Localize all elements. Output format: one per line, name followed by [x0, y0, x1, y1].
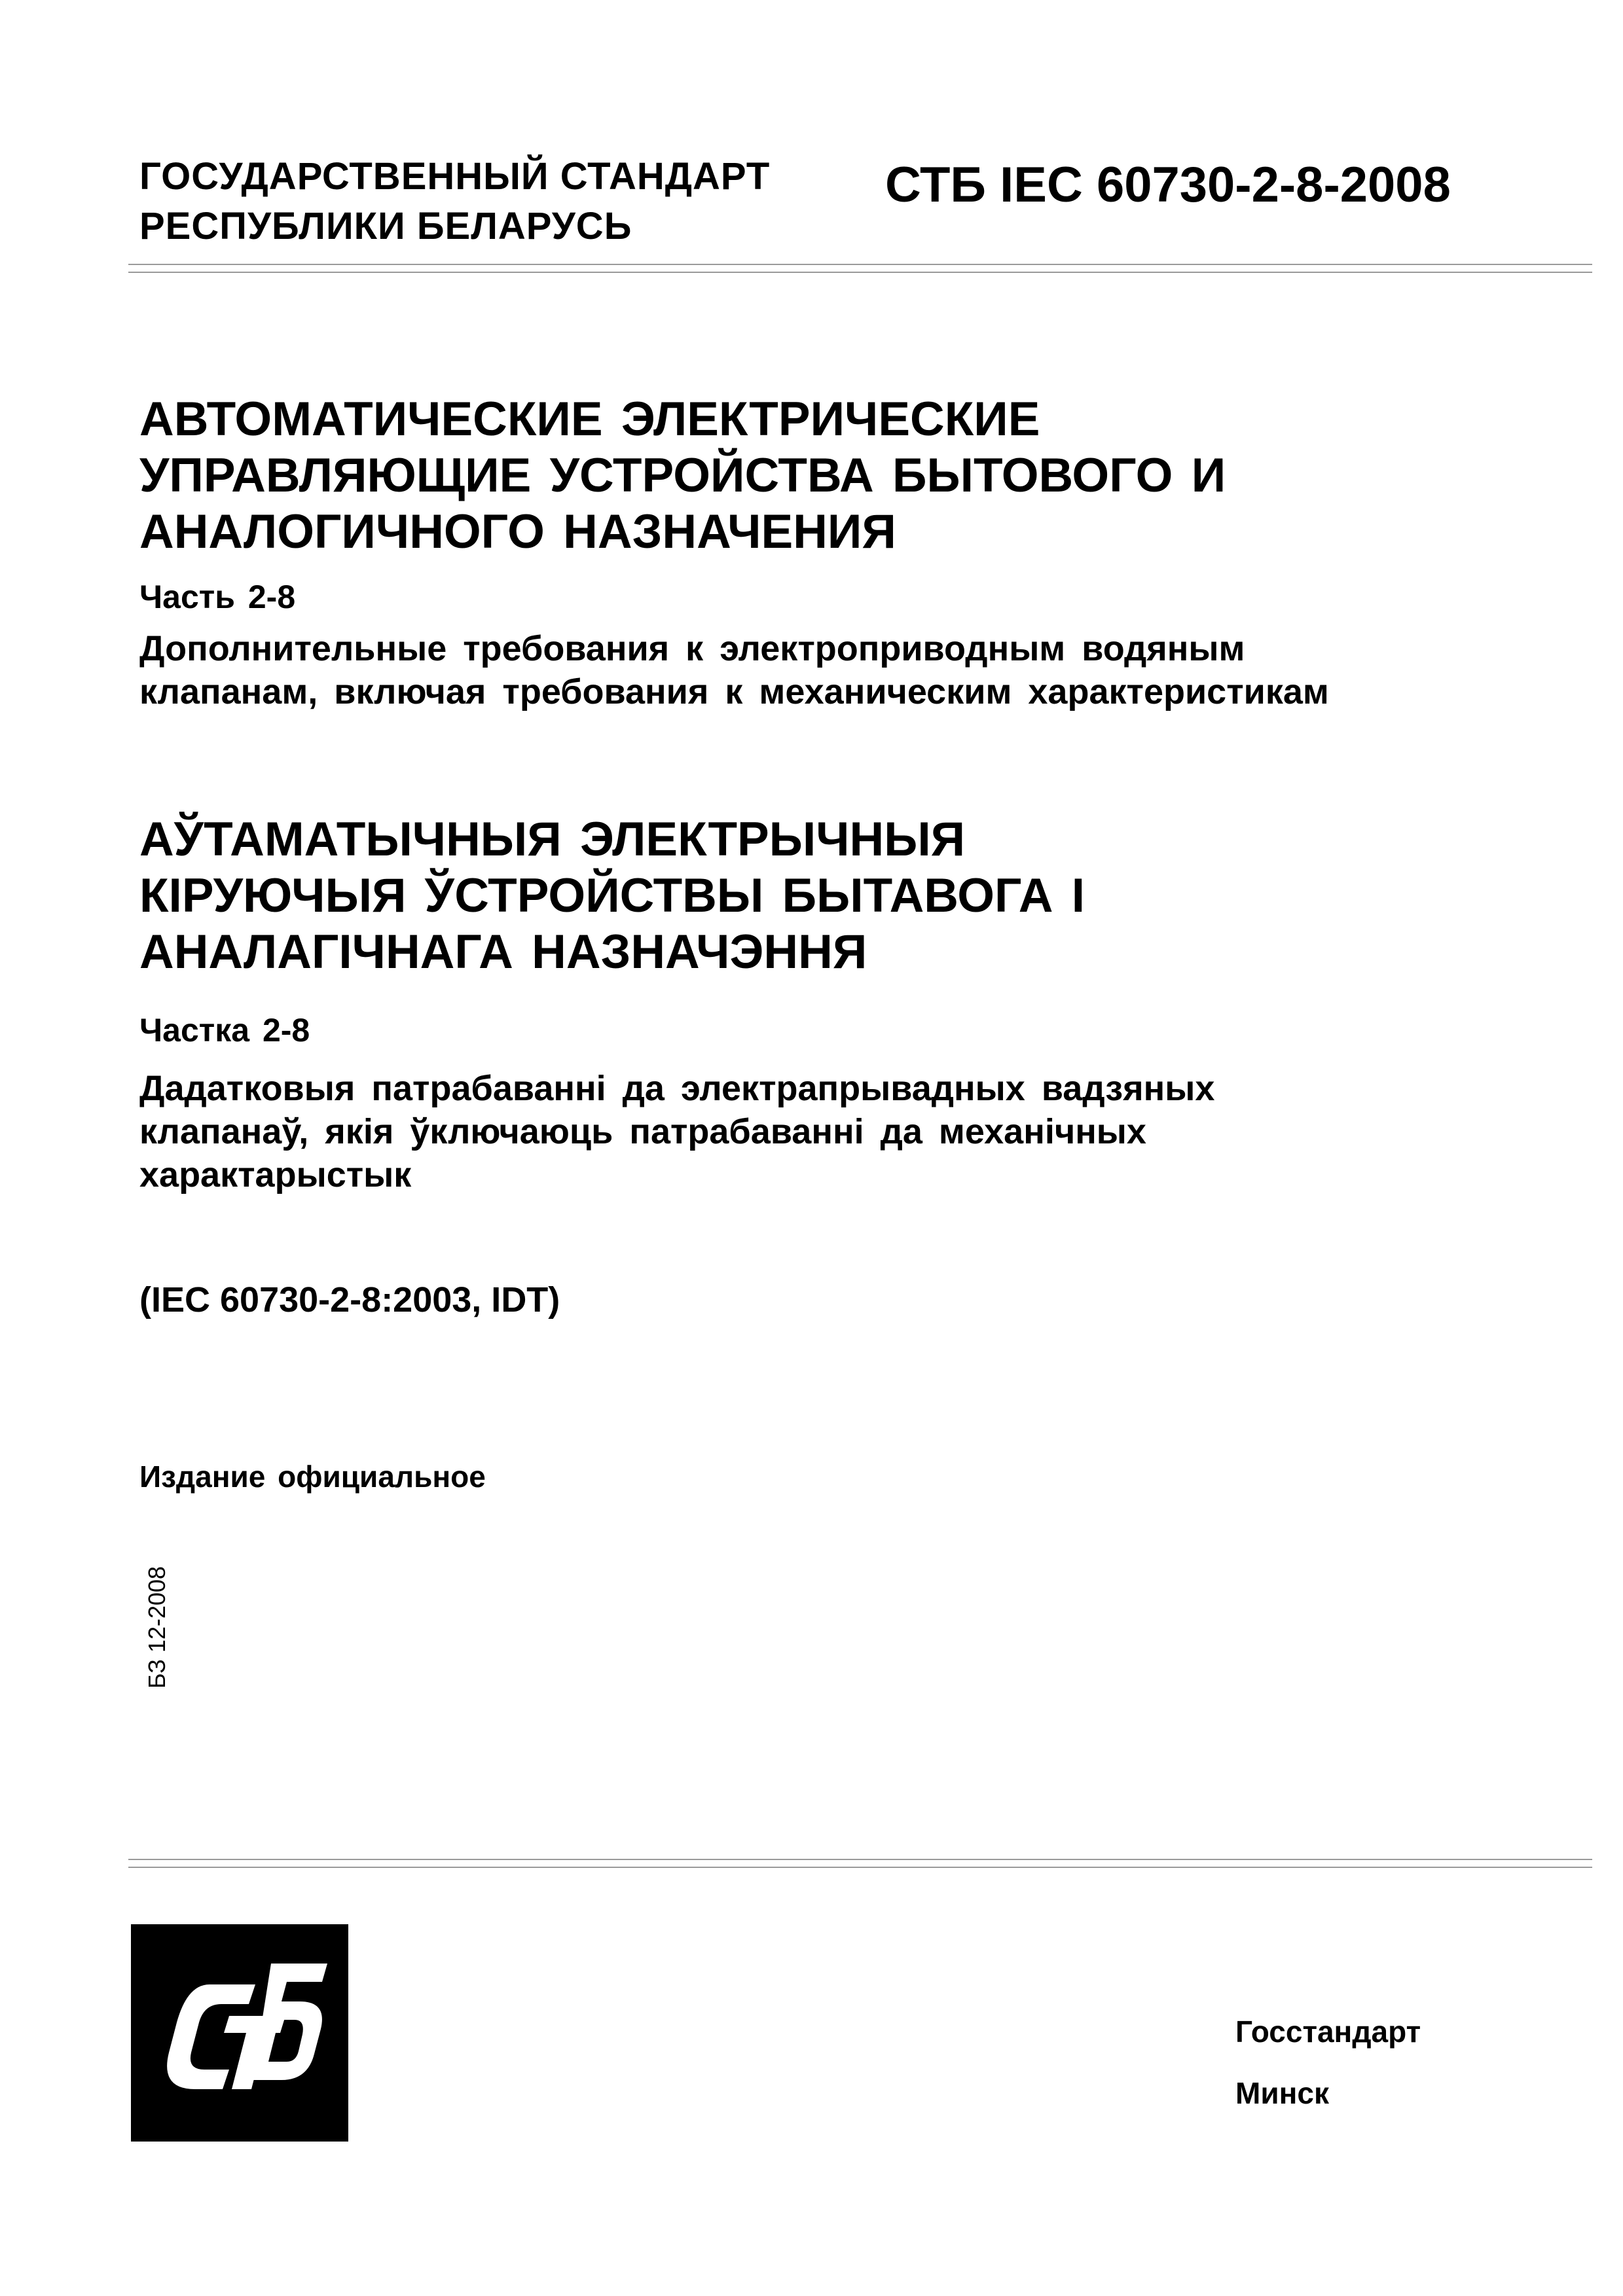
by-subtitle-line-1: Дадатковыя патрабаванні да электрапрывадных вадзяных [139, 1069, 1215, 1108]
by-title-line-1: АЎТАМАТЫЧНЫЯ ЭЛЕКТРЫЧНЫЯ [139, 813, 966, 866]
by-part-number: Частка 2-8 [139, 1012, 310, 1049]
ru-subtitle-line-2: клапанам, включая требования к механическим характеристикам [139, 672, 1329, 711]
standard-designation: СТБ IEC 60730-2-8-2008 [885, 157, 1451, 213]
edition-label: Издание официальное [139, 1460, 486, 1494]
by-title-line-2: КІРУЮЧЫЯ ЎСТРОЙСТВЫ БЫТАВОГА І [139, 869, 1085, 922]
publisher-city: Минск [1235, 2076, 1329, 2110]
by-title-line-3: АНАЛАГІЧНАГА НАЗНАЧЭННЯ [139, 925, 867, 978]
by-subtitle-line-3: характарыстык [139, 1155, 412, 1194]
side-code: БЗ 12-2008 [143, 1566, 170, 1689]
org-line-2: РЕСПУБЛИКИ БЕЛАРУСЬ [139, 205, 632, 247]
by-subtitle-line-2: клапанаў, якія ўключаюць патрабаванні да механічных [139, 1112, 1146, 1151]
header-organization [139, 152, 770, 251]
ru-subtitle [139, 627, 1329, 713]
ru-title-line-3: АНАЛОГИЧНОГО НАЗНАЧЕНИЯ [139, 505, 896, 558]
by-title [139, 812, 1085, 980]
org-line-1: ГОСУДАРСТВЕННЫЙ СТАНДАРТ [139, 155, 771, 198]
ru-part-number: Часть 2-8 [139, 579, 296, 615]
ru-title-line-1: АВТОМАТИЧЕСКИЕ ЭЛЕКТРИЧЕСКИЕ [139, 393, 1040, 446]
stb-logo-icon [131, 1924, 348, 2142]
ru-title-line-2: УПРАВЛЯЮЩИЕ УСТРОЙСТВА БЫТОВОГО И [139, 449, 1226, 502]
ru-title [139, 391, 1226, 560]
international-identity: (IEC 60730-2-8:2003, IDT) [139, 1280, 560, 1319]
publisher-name: Госстандарт [1235, 2015, 1421, 2049]
ru-subtitle-line-1: Дополнительные требования к электроприводным водяным [139, 629, 1245, 668]
by-subtitle [139, 1067, 1214, 1196]
